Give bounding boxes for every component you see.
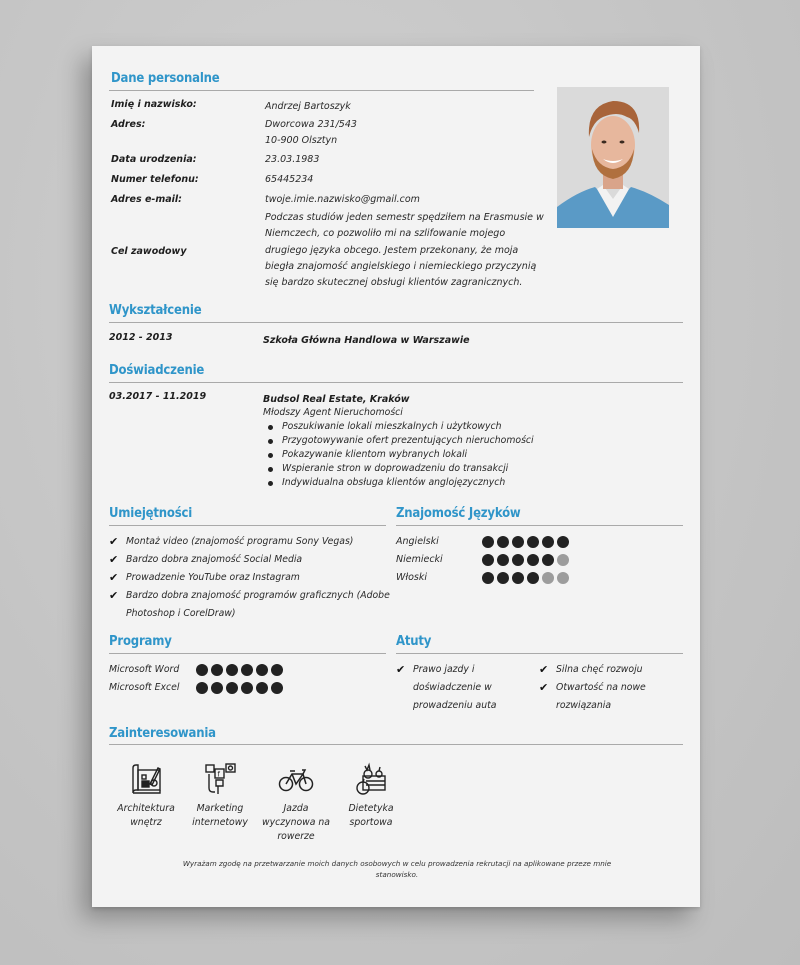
experience-period: 03.2017 - 11.2019 — [109, 391, 207, 402]
section-heading-languages: Znajomość Języków — [396, 506, 521, 521]
caption-line: Dietetyka — [348, 803, 394, 814]
strength-item — [539, 661, 679, 679]
dot-filled-icon — [557, 536, 569, 548]
bullet-icon — [268, 425, 273, 430]
dot-filled-icon — [196, 682, 208, 694]
cv-page — [92, 46, 700, 907]
strength-text: Silna chęć rozwoju — [556, 664, 643, 675]
program-level-rating — [196, 664, 283, 676]
checkmark-icon: ✔ — [109, 535, 119, 548]
dot-filled-icon — [256, 664, 268, 676]
caption-line: rowerze — [277, 831, 315, 842]
dot-filled-icon — [542, 554, 554, 566]
label-birthdate: Data urodzenia: — [111, 154, 197, 165]
dot-filled-icon — [482, 536, 494, 548]
dot-filled-icon — [211, 682, 223, 694]
experience-company: Budsol Real Estate, Kraków — [263, 394, 410, 405]
section-heading-strengths: Atuty — [396, 634, 432, 649]
dot-filled-icon — [512, 572, 524, 584]
blueprint-icon — [129, 762, 163, 796]
language-name: Niemiecki — [396, 554, 443, 565]
duty-text: Przygotowywanie ofert prezentujących nieruchomości — [282, 435, 534, 446]
section-heading-personal: Dane personalne — [111, 71, 220, 86]
interest-caption — [331, 802, 411, 830]
person-portrait-icon — [557, 87, 669, 228]
bicycle-icon — [278, 762, 314, 796]
dot-filled-icon — [271, 682, 283, 694]
strength-item — [396, 661, 526, 715]
divider — [109, 744, 683, 745]
checkmark-icon: ✔ — [109, 553, 119, 566]
divider — [109, 382, 683, 383]
strength-text — [556, 679, 646, 715]
duty-text: Indywidualna obsługa klientów anglojęzycznych — [282, 477, 506, 488]
duty-text: Wspieranie stron w doprowadzeniu do transakcji — [282, 463, 509, 474]
dot-filled-icon — [241, 682, 253, 694]
dot-filled-icon — [211, 664, 223, 676]
dot-filled-icon — [512, 536, 524, 548]
skill-item — [109, 569, 399, 587]
divider — [109, 525, 386, 526]
divider — [109, 653, 386, 654]
dot-empty-icon — [542, 572, 554, 584]
skill-text: Bardzo dobra znajomość Social Media — [126, 554, 303, 565]
education-period: 2012 - 2013 — [109, 332, 173, 343]
value-phone: 65445234 — [265, 174, 314, 185]
divider — [109, 322, 683, 323]
skill-text-line: Photoshop i CorelDraw) — [126, 608, 236, 619]
dot-filled-icon — [256, 682, 268, 694]
strength-line: rozwiązania — [556, 700, 612, 711]
skill-text: Prowadzenie YouTube oraz Instagram — [126, 572, 300, 583]
experience-duties-list — [262, 420, 534, 490]
skill-item — [109, 533, 399, 551]
gdpr-consent-clause — [162, 858, 632, 880]
duty-text: Pokazywanie klientom wybranych lokali — [282, 449, 468, 460]
label-phone: Numer telefonu: — [111, 174, 199, 185]
language-level-rating — [482, 572, 569, 584]
checkmark-icon: ✔ — [109, 589, 119, 602]
skill-item — [109, 587, 399, 623]
caption-line: sportowa — [349, 817, 393, 828]
caption-line: wnętrz — [130, 817, 162, 828]
caption-line: Marketing — [196, 803, 244, 814]
caption-line: internetowy — [192, 817, 248, 828]
interest-caption — [180, 802, 260, 830]
strength-line: prowadzeniu auta — [413, 700, 497, 711]
bullet-icon — [268, 453, 273, 458]
dot-filled-icon — [527, 536, 539, 548]
caption-line: Architektura — [117, 803, 175, 814]
skill-item — [109, 551, 399, 569]
checkmark-icon: ✔ — [109, 571, 119, 584]
dot-filled-icon — [482, 572, 494, 584]
language-level-rating — [482, 536, 569, 548]
duty-text: Poszukiwanie lokali mieszkalnych i użytkowych — [282, 421, 502, 432]
duty-item — [262, 434, 534, 448]
language-level-rating — [482, 554, 569, 566]
bullet-icon — [268, 467, 273, 472]
education-school: Szkoła Główna Handlowa w Warszawie — [263, 335, 470, 346]
profile-photo — [557, 87, 669, 228]
language-name: Angielski — [396, 536, 439, 547]
section-heading-interests: Zainteresowania — [109, 726, 216, 741]
skill-text: Montaż video (znajomość programu Sony Vegas) — [126, 536, 354, 547]
divider — [396, 653, 683, 654]
dot-filled-icon — [527, 554, 539, 566]
duty-item — [262, 476, 534, 490]
strength-line: Otwartość na nowe — [556, 682, 646, 693]
dot-empty-icon — [557, 572, 569, 584]
interest-item — [106, 762, 186, 830]
goal-line: Podczas studiów jeden semestr spędziłem na Erasmusie w — [265, 212, 544, 223]
skill-text — [126, 587, 390, 623]
program-level-rating — [196, 682, 283, 694]
program-name: Microsoft Word — [109, 664, 180, 675]
duty-item — [262, 448, 534, 462]
fruit-basket-icon — [354, 762, 388, 796]
dot-empty-icon — [557, 554, 569, 566]
skill-text-line: Bardzo dobra znajomość programów graficznych (Adobe — [126, 590, 390, 601]
bullet-icon — [268, 439, 273, 444]
language-name: Włoski — [396, 572, 428, 583]
goal-line: drugiego języka obcego. Jestem przekonany, że moja — [265, 244, 519, 256]
duty-item — [262, 462, 534, 476]
value-email[interactable]: twoje.imie.nazwisko@gmail.com — [265, 194, 420, 205]
value-address-street: Dworcowa 231/543 — [265, 119, 357, 130]
section-heading-skills: Umiejętności — [109, 506, 193, 521]
interest-item — [256, 762, 336, 844]
section-heading-experience: Doświadczenie — [109, 363, 205, 378]
goal-line: Niemczech, co pozwoliło mi na szlifowanie mojego — [265, 228, 506, 240]
interest-item — [180, 762, 260, 830]
divider — [396, 525, 683, 526]
career-goal-text — [265, 210, 555, 291]
experience-role: Młodszy Agent Nieruchomości — [263, 407, 403, 418]
program-name: Microsoft Excel — [109, 682, 180, 693]
dot-filled-icon — [196, 664, 208, 676]
section-heading-education: Wykształcenie — [109, 303, 202, 318]
section-heading-programs: Programy — [109, 634, 172, 649]
checkmark-icon: ✔ — [539, 663, 549, 676]
interest-caption — [256, 802, 336, 844]
value-name: Andrzej Bartoszyk — [265, 101, 351, 112]
caption-line: Jazda — [283, 803, 309, 814]
dot-filled-icon — [482, 554, 494, 566]
bullet-icon — [268, 481, 273, 486]
strength-text — [413, 661, 496, 715]
strength-line: doświadczenie w — [413, 682, 492, 693]
social-media-icon — [203, 762, 237, 796]
caption-line: wyczynowa na — [261, 817, 331, 828]
dot-filled-icon — [497, 554, 509, 566]
dot-filled-icon — [527, 572, 539, 584]
interest-item — [331, 762, 411, 830]
dot-filled-icon — [226, 682, 238, 694]
strength-line: Prawo jazdy i — [413, 664, 475, 675]
label-address: Adres: — [111, 119, 146, 130]
dot-filled-icon — [542, 536, 554, 548]
label-email: Adres e-mail: — [111, 194, 182, 205]
goal-line: się bardzo skutecznej obsługi klientów zagranicznych. — [265, 277, 523, 289]
divider — [109, 90, 534, 91]
dot-filled-icon — [497, 572, 509, 584]
consent-line: stanowisko. — [375, 870, 419, 879]
dot-filled-icon — [241, 664, 253, 676]
dot-filled-icon — [512, 554, 524, 566]
strength-item — [539, 679, 679, 715]
dot-filled-icon — [271, 664, 283, 676]
value-birthdate: 23.03.1983 — [265, 154, 320, 165]
label-name: Imię i nazwisko: — [111, 99, 197, 110]
value-address-city: 10-900 Olsztyn — [265, 135, 338, 146]
dot-filled-icon — [497, 536, 509, 548]
label-career-goal: Cel zawodowy — [111, 246, 187, 257]
checkmark-icon: ✔ — [396, 663, 406, 676]
goal-line: biegła znajomość angielskiego i niemieckiego przyczynią — [265, 260, 537, 272]
dot-filled-icon — [226, 664, 238, 676]
svg-text:f: f — [217, 770, 220, 779]
consent-line: Wyrażam zgodę na przetwarzanie moich danych osobowych w celu prowadzenia rekrutacji na aplikowane przeze mnie — [182, 859, 612, 868]
interest-caption — [106, 802, 186, 830]
checkmark-icon: ✔ — [539, 681, 549, 694]
duty-item — [262, 420, 534, 434]
